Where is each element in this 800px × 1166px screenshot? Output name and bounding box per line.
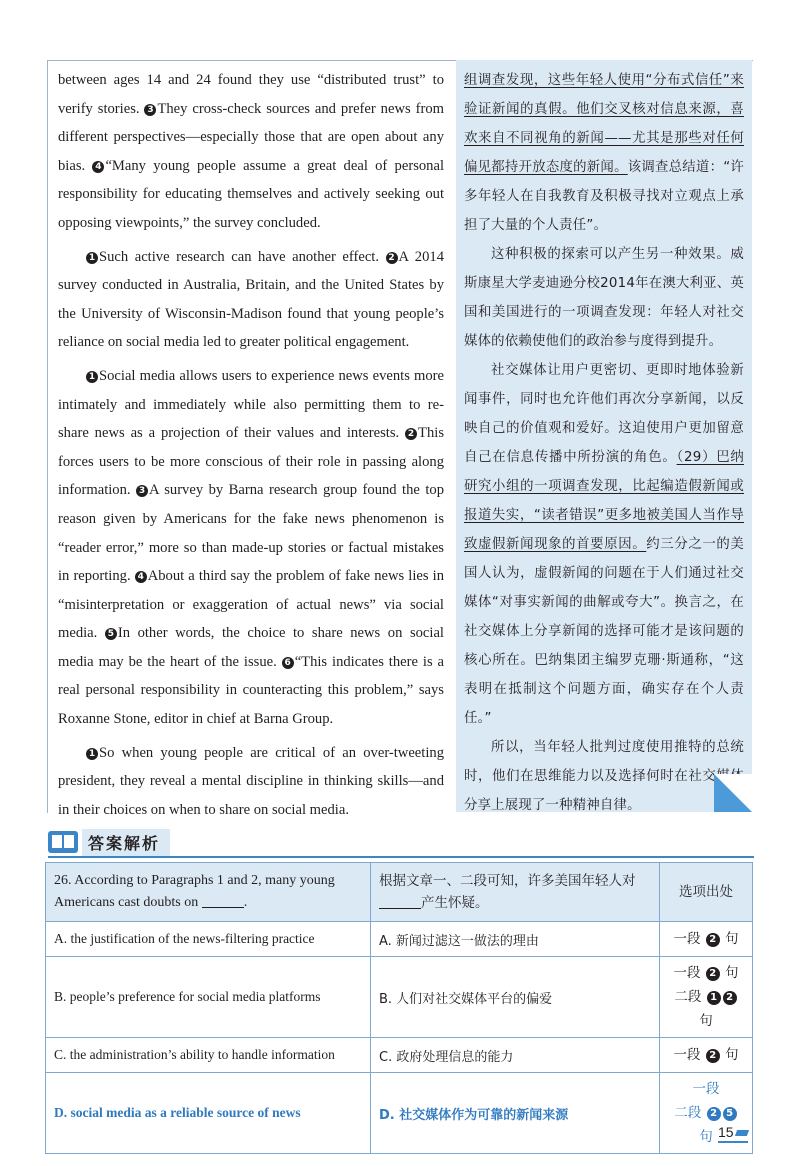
sentence-text: “Many young people assume a great deal of personal responsibility for educating themselves and actively seeking out opposing viewpoints,” the survey concluded. — [58, 157, 444, 231]
option-text: D. social media as a reliable source of news — [46, 1073, 371, 1154]
option-text: B. people’s preference for social media platforms — [46, 957, 371, 1038]
section-header — [48, 829, 170, 855]
chinese-underlined-text: 组调查发现，这些年轻人使用“分布式信任”来验证新闻的真假。他们交叉核对信息来源，喜欢来自不同视角的新闻——尤其是那些对任何偏见都持开放态度的新闻。 — [464, 73, 744, 175]
sentence-number-badge: 6 — [282, 657, 294, 669]
sentence-text: “This indicates there is a real personal responsibility in counteracting this problem,” says Roxanne Stone, editor in chief at Barna Group. — [58, 653, 445, 728]
option-source — [660, 1038, 753, 1073]
chinese-text: 约三分之一的美国人认为，虚假新闻的问题在于人们通过社交媒体“对事实新闻的曲解或夸大”。换言之，在社交媒体上分享新闻的选择可能才是该问题的核心所在。巴纳集团主编罗克珊·斯通称，“这表明在抵制这个问题方面，确实存在个人责任。” — [464, 537, 744, 726]
paragraph-ref: 二段 — [674, 989, 706, 1005]
chinese-text: 该调查总结道：“许多年轻人在自我教育及积极寻找对立观点上承担了大量的个人责任”。 — [464, 160, 744, 233]
sentence-text: Social media allows users to experience news events more intimately and immediately while also permitting them to re-share news as a projection of their values and interests. — [58, 367, 444, 442]
sentence-text: Such active research can have another effect. — [99, 248, 386, 265]
table-row — [46, 957, 753, 1038]
option-translation: C. 政府处理信息的能力 — [371, 1038, 660, 1073]
sentence-number-badge: 1 — [86, 371, 98, 383]
option-translation: B. 人们对社交媒体平台的偏爱 — [371, 957, 660, 1038]
paragraph-ref: 一段 — [673, 965, 705, 981]
sentence-number-badge: 2 — [706, 933, 720, 947]
sentence-text: About a third say the problem of fake news lies in “misinterpretation or exaggeration of actual news” via social media. — [58, 568, 444, 642]
sentence-ref: 句 — [699, 1013, 713, 1029]
sentence-text: A survey by Barna research group found the top reason given by Americans for the fake news phenomenon is “reader error,” more so than made-up stories or factual mistakes in reporting. — [58, 482, 444, 585]
sentence-ref: 句 — [699, 1129, 713, 1145]
source-line — [668, 1043, 744, 1067]
sentence-text: In other words, the choice to share news on social media may be the heart of the issue. — [58, 625, 444, 670]
option-text: A. the justification of the news-filtering practice — [46, 922, 371, 957]
paragraph-ref: 一段 — [692, 1081, 720, 1097]
sentence-number-badge: 2 — [405, 428, 417, 440]
sentence-number-badge: 3 — [144, 104, 156, 116]
section-divider — [48, 856, 754, 858]
paragraph-ref: 一段 — [673, 931, 705, 947]
graduation-cap-icon — [734, 1130, 748, 1136]
sentence-ref: 句 — [720, 965, 739, 981]
section-title: 答案解析 — [82, 829, 170, 856]
sentence-number-badge: 2 — [707, 1107, 721, 1121]
page-number: 15 — [718, 1124, 748, 1143]
answer-table — [45, 862, 753, 1154]
chinese-underlined-text: （29）巴纳研究小组的一项调查发现，比起编造假新闻或报道失实，“读者错误”更多地被美国人当作导致虚假新闻现象的首要原因。 — [464, 450, 745, 552]
sentence-number-badge: 5 — [105, 628, 117, 640]
english-passage — [58, 66, 444, 824]
option-source — [660, 922, 753, 957]
option-translation: A. 新闻过滤这一做法的理由 — [371, 922, 660, 957]
answer-blank — [202, 893, 244, 908]
chinese-paragraph-4: 所以，当年轻人批判过度使用推特的总统时，他们在思维能力以及选择何时在社交媒体分享上展现了一种精神自律。 — [464, 740, 744, 813]
english-paragraph-2 — [58, 243, 444, 357]
sentence-text: So when young people are critical of an over-tweeting president, they reveal a mental discipline in thinking skills—and in their choices on when to share on social media. — [58, 744, 444, 818]
sentence-number-badge: 5 — [723, 1107, 737, 1121]
sentence-number-badge: 2 — [723, 991, 737, 1005]
sentence-text: A 2014 survey conducted in Australia, Britain, and the United States by the University of Wisconsin-Madison found that young people’s reliance on social media led to greater political engagement. — [58, 248, 444, 351]
paragraph-ref: 二段 — [674, 1105, 706, 1121]
source-line — [668, 927, 744, 951]
sentence-number-badge: 1 — [707, 991, 721, 1005]
table-row — [46, 922, 753, 957]
correct-answer-row — [46, 1073, 753, 1154]
sentence-number-badge: 2 — [706, 967, 720, 981]
paragraph-ref: 一段 — [673, 1047, 705, 1063]
question-translation-cell: 根据文章一、二段可知，许多美国年轻人对产生怀疑。 — [371, 863, 660, 922]
book-icon — [48, 831, 78, 853]
sentence-number-badge: 1 — [86, 252, 98, 264]
table-row — [46, 1038, 753, 1073]
sentence-number-badge: 2 — [386, 252, 398, 264]
source-line — [668, 985, 744, 1033]
sentence-number-badge: 4 — [92, 161, 104, 173]
sentence-number-badge: 3 — [136, 485, 148, 497]
chinese-text: 社交媒体让用户更密切、更即时地体验新闻事件，同时也允许他们再次分享新闻，以反映自己的价值观和爱好。这迫使用户更加留意自己在信息传播中所扮演的角色。 — [464, 363, 744, 465]
english-paragraph-1 — [58, 66, 444, 238]
chinese-translation-panel — [456, 60, 752, 812]
table-header-row — [46, 863, 753, 922]
sentence-text: between ages 14 and 24 found they use “distributed trust” to verify stories. — [58, 72, 444, 117]
sentence-text: This forces users to be more conscious of their role in passing along information. — [58, 425, 444, 499]
chinese-paragraph-2: 这种积极的探索可以产生另一种效果。威斯康星大学麦迪逊分校2014年在澳大利亚、英国和美国进行的一项调查发现：年轻人对社交媒体的依赖使他们的政治参与度得到提升。 — [464, 247, 744, 349]
sentence-text: They cross-check sources and prefer news from different perspectives—especially those that are open about any bias. — [58, 100, 444, 174]
option-text: C. the administration’s ability to handle information — [46, 1038, 371, 1073]
english-paragraph-4 — [58, 739, 444, 825]
sentence-ref: 句 — [720, 931, 739, 947]
sentence-number-badge: 1 — [86, 748, 98, 760]
question-cell: 26. According to Paragraphs 1 and 2, many young Americans cast doubts on . — [46, 863, 371, 922]
option-source — [660, 957, 753, 1038]
english-paragraph-3 — [58, 362, 444, 734]
sentence-number-badge: 2 — [706, 1049, 720, 1063]
option-translation: D. 社交媒体作为可靠的新闻来源 — [371, 1073, 660, 1154]
source-header: 选项出处 — [660, 863, 753, 922]
source-line — [668, 961, 744, 985]
chinese-paragraph-3 — [464, 356, 744, 733]
answer-blank — [379, 894, 421, 909]
page-curl-shadow — [714, 774, 752, 812]
sentence-ref: 句 — [720, 1047, 739, 1063]
source-line — [668, 1077, 744, 1101]
sentence-number-badge: 4 — [135, 571, 147, 583]
chinese-paragraph-1 — [464, 66, 744, 240]
